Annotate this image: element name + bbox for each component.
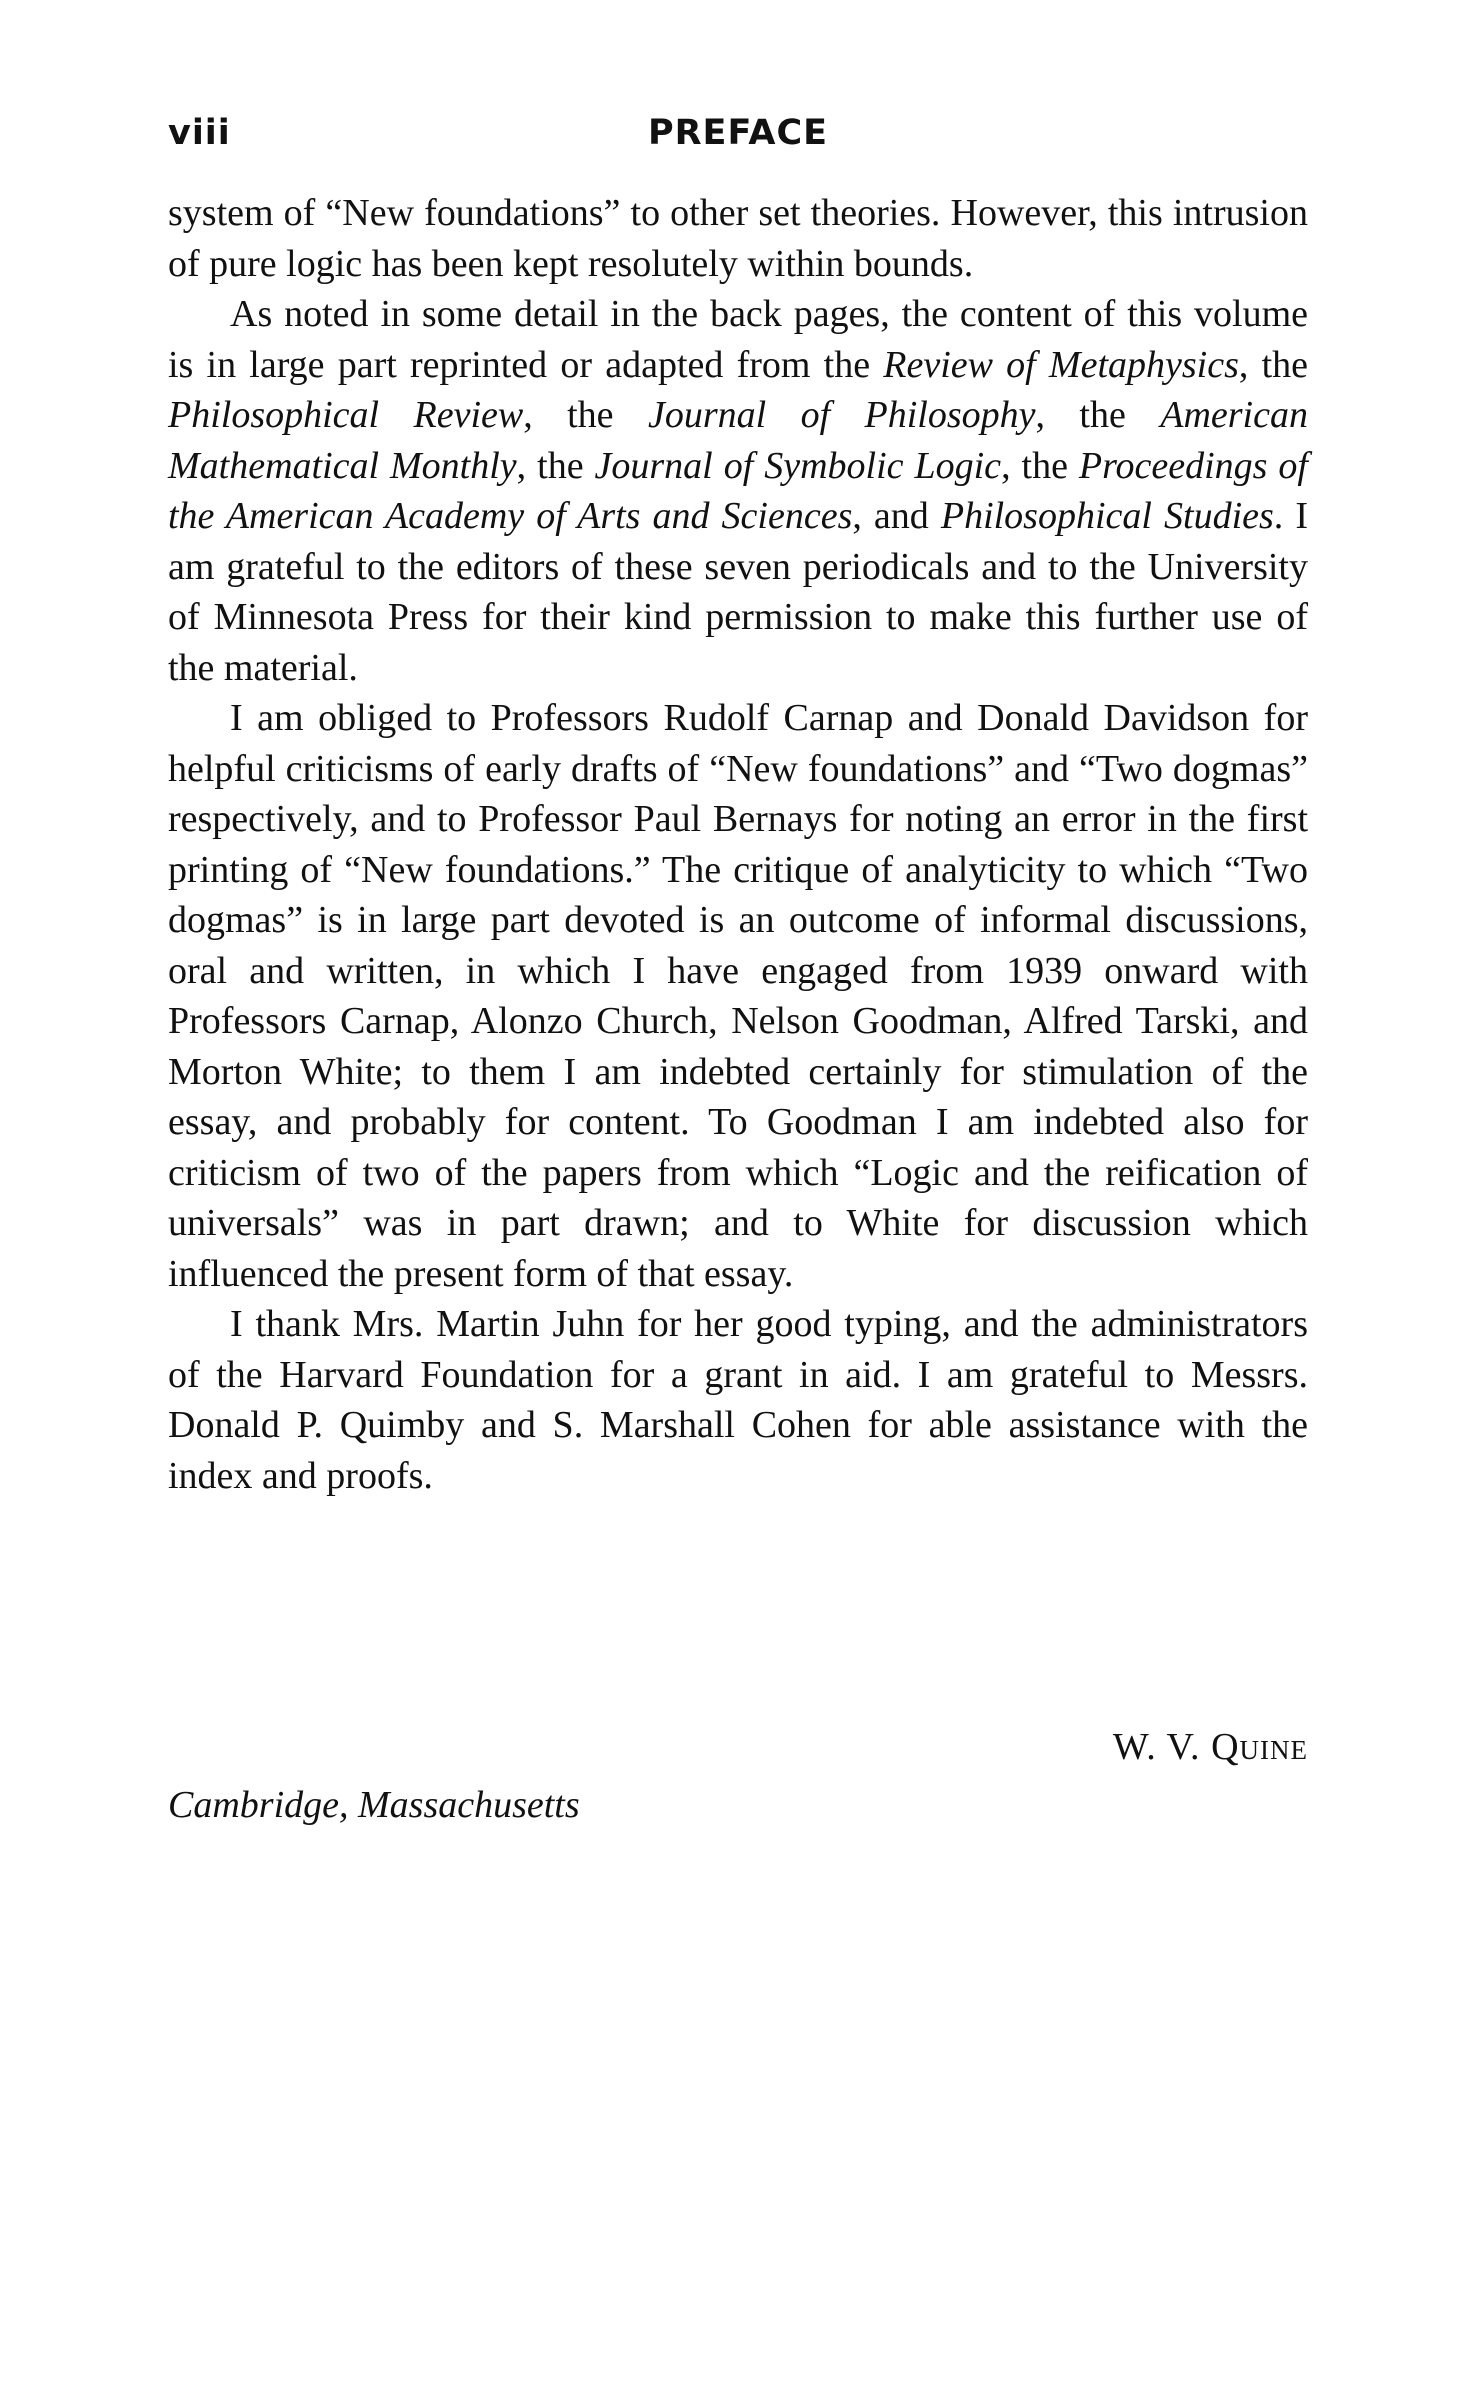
preface-body: [168, 188, 1308, 1501]
text-run: As noted in some detail in the back pages, the content of this volume is in large part reprinted or adapted from the: [168, 293, 1308, 386]
author-surname: Quine: [1211, 1726, 1308, 1768]
text-run: , and: [852, 495, 941, 537]
page-header: [168, 108, 1308, 158]
periodical-title: Philosophical Studies: [940, 495, 1274, 537]
signature-block: [168, 1722, 1308, 1842]
text-run: . I am grateful to the editors of these seven periodicals and to the University of Minnesota Press for their kind permission to make this further use of the material.: [168, 495, 1308, 689]
paragraph-acknowledgments: I am obliged to Professors Rudolf Carnap and Donald Davidson for helpful criticisms of early drafts of “New foundations” and “Two dogmas” respectively, and to Professor Paul Bernays for noting an error in the first printing of “New foundations.” The critique of analyticity to which “Two dogmas” is in large part devoted is an outcome of informal discussions, oral and written, in which I have engaged from 1939 onward with Professors Carnap, Alonzo Church, Nelson Goodman, Alfred Tarski, and Morton White; to them I am indebted certainly for stimulation of the essay, and probably for content. To Goodman I am indebted also for criticism of two of the papers from which “Logic and the reification of universals” was in part drawn; and to White for discussion which influenced the present form of that essay.: [168, 697, 1308, 1295]
periodical-title: Philosophical Review: [168, 394, 524, 436]
periodical-title: Review of Metaphysics: [883, 343, 1239, 386]
paragraph-thanks: I thank Mrs. Martin Juhn for her good typing, and the administrators of the Harvard Foundation for a grant in aid. I am grateful to Messrs. Donald P. Quimby and S. Marshall Cohen for able assistance with the index and proofs.: [168, 1303, 1308, 1497]
periodical-title: Proceedings of the American Academy of Arts and Sciences: [168, 444, 1308, 537]
periodical-title: Journal of Symbolic Logic: [594, 444, 1002, 487]
author-signature: [1113, 1722, 1308, 1772]
periodical-title: American Mathematical Monthly: [168, 394, 1308, 487]
text-run: , the: [523, 394, 648, 436]
running-title: PREFACE: [647, 113, 829, 153]
paragraph-continued: system of “New foundations” to other set theories. However, this intrusion of pure logic has been kept resolutely within bounds.: [168, 192, 1308, 285]
author-initials: W. V.: [1112, 1726, 1212, 1768]
text-run: , the: [516, 444, 595, 487]
text-run: , the: [1238, 343, 1308, 386]
text-run: , the: [1001, 444, 1079, 487]
paragraph-sources: [168, 289, 1308, 693]
place-line: Cambridge, Massachusetts: [168, 1784, 580, 1826]
page-number: viii: [168, 113, 231, 153]
periodical-title: Journal of Philosophy: [647, 394, 1036, 436]
text-run: , the: [1035, 394, 1161, 436]
